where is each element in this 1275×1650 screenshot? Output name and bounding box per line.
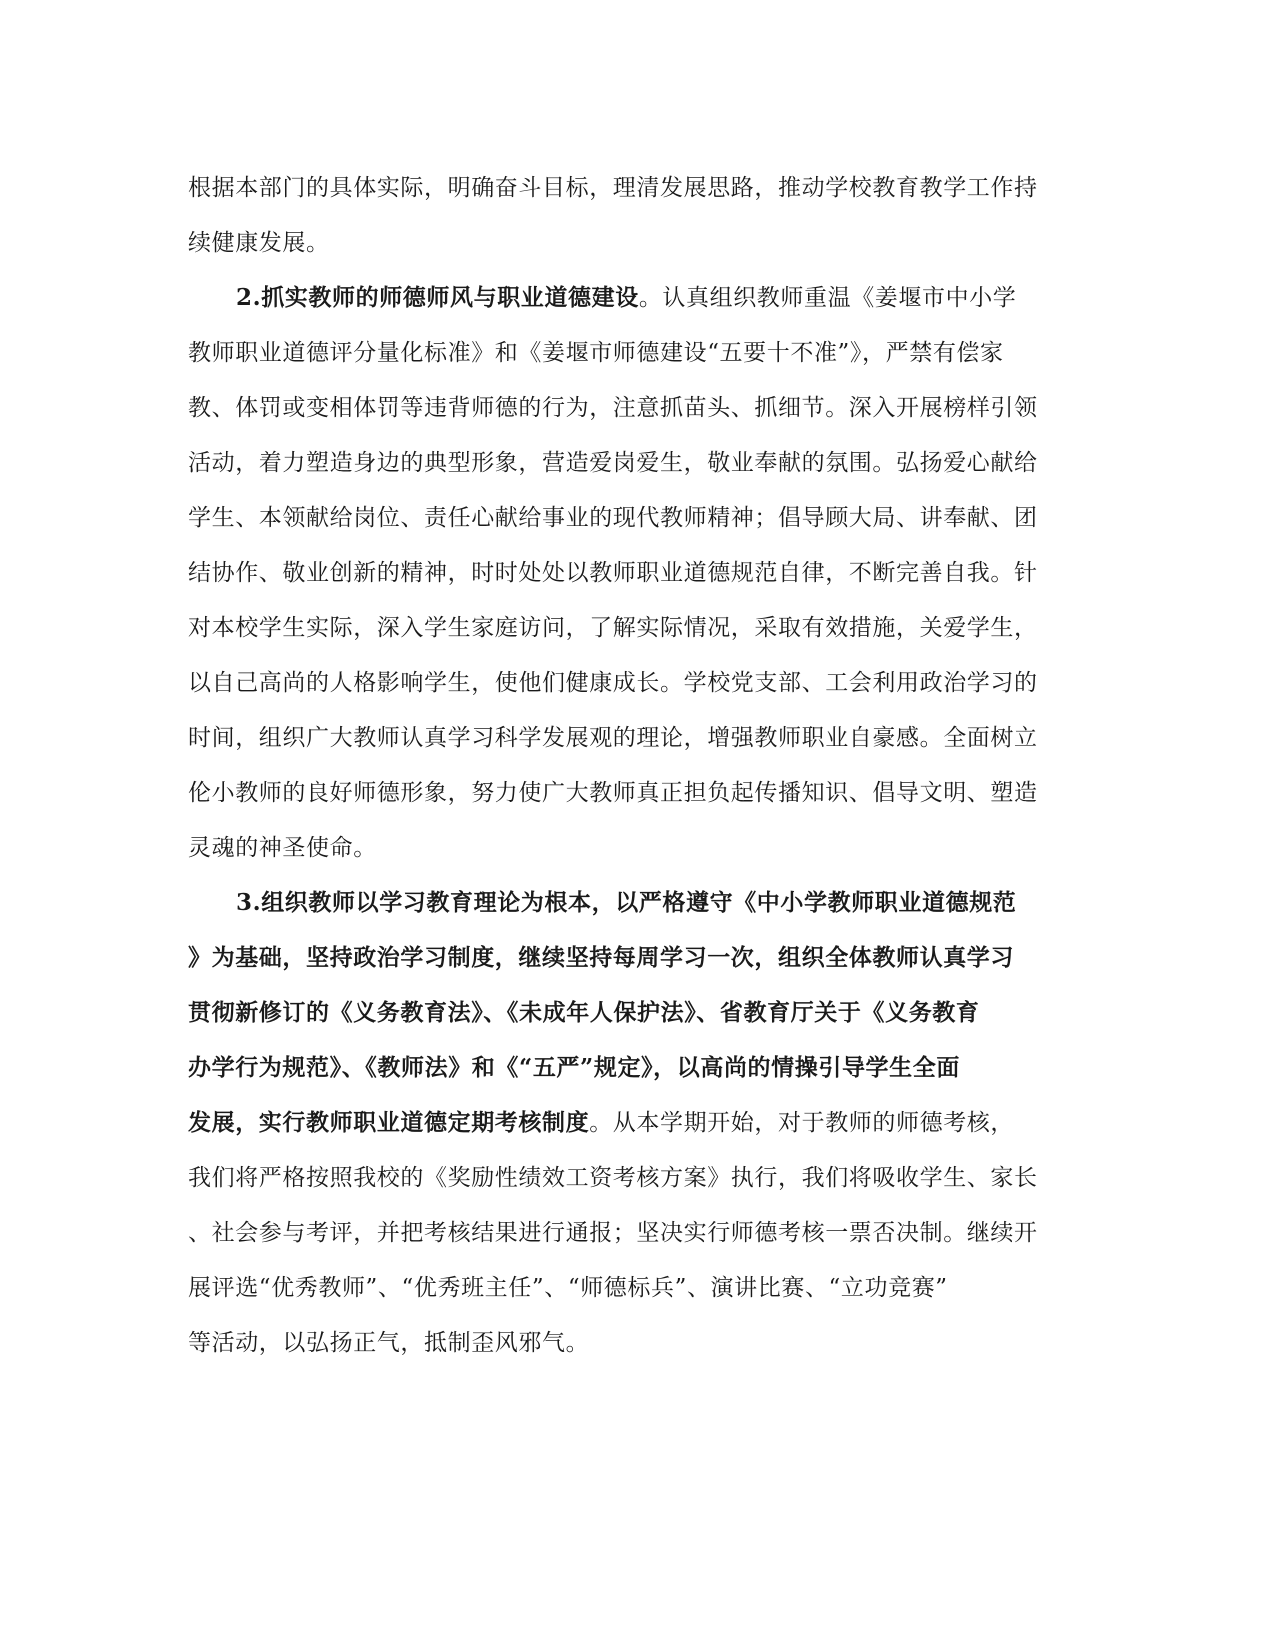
paragraph-3-line-8: 展评选“优秀教师”、“优秀班主任”、“师德标兵”、演讲比赛、“立功竞赛” [188, 1275, 948, 1301]
paragraph-3-line-7: 、社会参与考评，并把考核结果进行通报；坚决实行师德考核一票否决制。继续开 [188, 1220, 1038, 1246]
paragraph-2-heading: 2.抓实教师的师德师风与职业道德建设 [236, 284, 639, 311]
paragraph-2-line-2: 教师职业道德评分量化标准》和《姜堰市师德建设“五要十不准”》，严禁有偿家 [188, 340, 1004, 366]
paragraph-3-line-2: 》为基础，坚持政治学习制度，继续坚持每周学习一次，组织全体教师认真学习 [188, 944, 1014, 971]
paragraph-3-line-5 [188, 1107, 1014, 1139]
paragraph-3-line-9: 等活动，以弘扬正气，抵制歪风邪气。 [188, 1330, 590, 1356]
paragraph-1-line-2: 续健康发展。 [188, 230, 330, 256]
paragraph-3-line-4: 办学行为规范》、《教师法》和《“五严”规定》，以高尚的情操引导学生全面 [188, 1054, 960, 1081]
paragraph-2-line-11: 灵魂的神圣使命。 [188, 835, 377, 861]
paragraph-2-line-5: 学生、本领献给岗位、责任心献给事业的现代教师精神；倡导顾大局、讲奉献、团 [188, 505, 1038, 531]
paragraph-2-line-6: 结协作、敬业创新的精神，时时处处以教师职业道德规范自律，不断完善自我。针 [188, 560, 1038, 586]
paragraph-2-line-4: 活动，着力塑造身边的典型形象，营造爱岗爱生，敬业奉献的氛围。弘扬爱心献给 [188, 450, 1038, 476]
paragraph-2-line-8: 以自己高尚的人格影响学生，使他们健康成长。学校党支部、工会利用政治学习的 [188, 670, 1038, 696]
paragraph-2-line-3: 教、体罚或变相体罚等违背师德的行为，注意抓苗头、抓细节。深入开展榜样引领 [188, 395, 1038, 421]
paragraph-3-lead-text: 。从本学期开始，对于教师的师德考核， [589, 1110, 1015, 1136]
paragraph-2-line-10: 伦小教师的良好师德形象，努力使广大教师真正担负起传播知识、倡导文明、塑造 [188, 780, 1038, 806]
paragraph-2-line-7: 对本校学生实际，深入学生家庭访问，了解实际情况，采取有效措施，关爱学生， [188, 615, 1038, 641]
paragraph-3-line-6: 我们将严格按照我校的《奖励性绩效工资考核方案》执行，我们将吸收学生、家长 [188, 1165, 1038, 1191]
paragraph-1-line-1: 根据本部门的具体实际，明确奋斗目标，理清发展思路，推动学校教育教学工作持 [188, 175, 1038, 201]
paragraph-2-lead-text: 。认真组织教师重温《姜堰市中小学 [638, 285, 1017, 311]
paragraph-2-line-9: 时间，组织广大教师认真学习科学发展观的理论，增强教师职业自豪感。全面树立 [188, 725, 1038, 751]
paragraph-3-line-3: 贯彻新修订的《义务教育法》、《未成年人保护法》、省教育厅关于《义务教育 [188, 999, 980, 1026]
paragraph-2-line-1 [236, 282, 1016, 314]
paragraph-3-line-1: 3.组织教师以学习教育理论为根本，以严格遵守《中小学教师职业道德规范 [236, 889, 1017, 916]
paragraph-3-bold-lead: 发展，实行教师职业道德定期考核制度 [188, 1109, 590, 1136]
